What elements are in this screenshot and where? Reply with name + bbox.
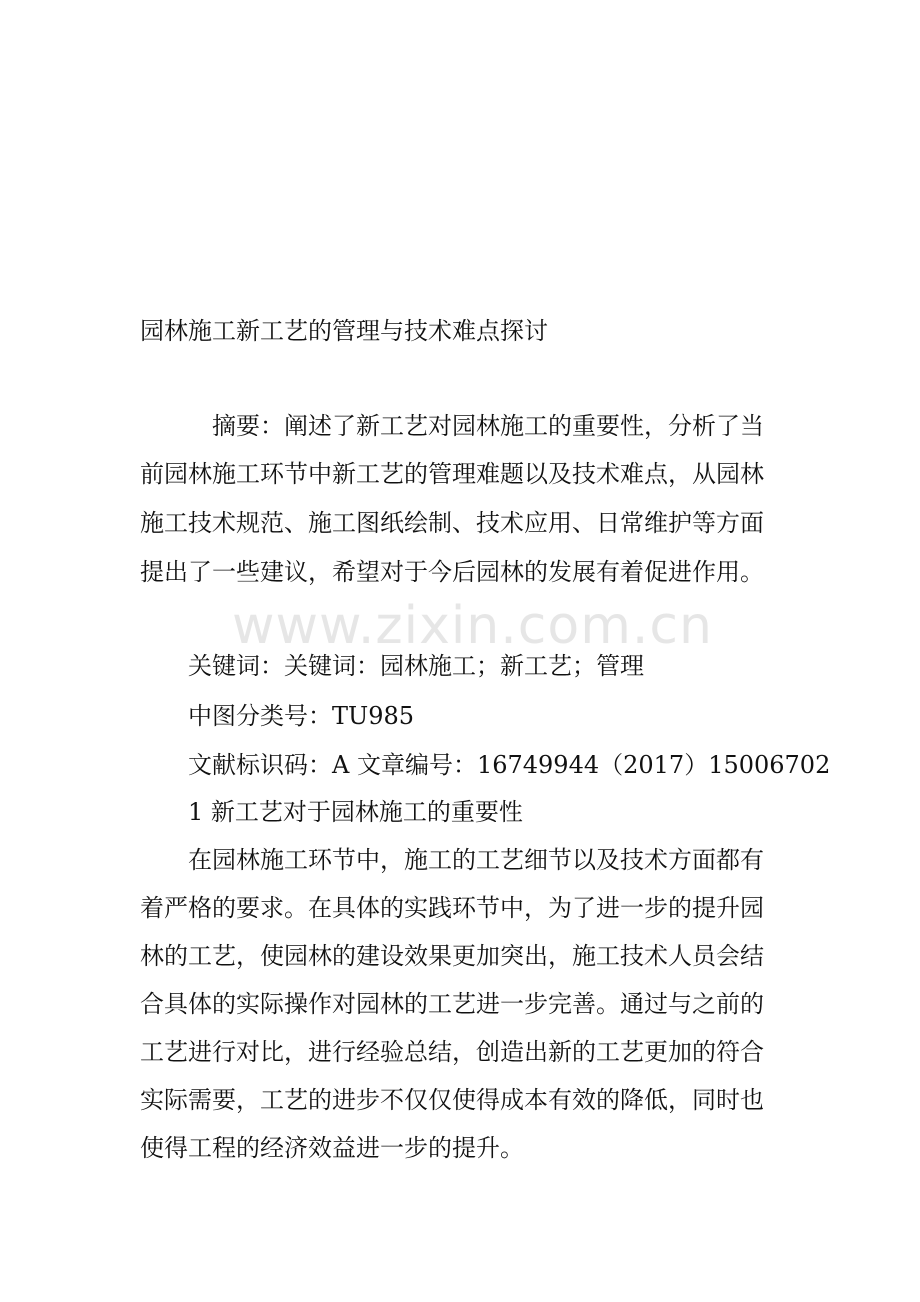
body-line: 工艺进行对比，进行经验总结，创造出新的工艺更加的符合 <box>140 1038 764 1066</box>
document-code-line: 文献标识码：A 文章编号：16749944（2017）15006702 <box>188 751 831 779</box>
abstract-line: 摘要：阐述了新工艺对园林施工的重要性，分析了当 <box>212 412 764 440</box>
body-line: 使得工程的经济效益进一步的提升。 <box>140 1134 524 1162</box>
abstract-line: 施工技术规范、施工图纸绘制、技术应用、日常维护等方面 <box>140 509 764 537</box>
keywords-line: 关键词：关键词：园林施工；新工艺；管理 <box>188 652 644 680</box>
body-line: 合具体的实际操作对园林的工艺进一步完善。通过与之前的 <box>140 990 764 1018</box>
document-title: 园林施工新工艺的管理与技术难点探讨 <box>140 317 548 345</box>
body-line: 林的工艺，使园林的建设效果更加突出，施工技术人员会结 <box>140 942 764 970</box>
watermark: www.zixin.com.cn <box>232 596 713 656</box>
abstract-line: 前园林施工环节中新工艺的管理难题以及技术难点，从园林 <box>140 460 764 488</box>
section-heading: 1 新工艺对于园林施工的重要性 <box>188 798 523 826</box>
body-line: 实际需要，工艺的进步不仅仅使得成本有效的降低，同时也 <box>140 1086 764 1114</box>
classification-line: 中图分类号：TU985 <box>188 702 415 730</box>
abstract-line: 提出了一些建议，希望对于今后园林的发展有着促进作用。 <box>140 558 764 586</box>
body-line: 着严格的要求。在具体的实践环节中，为了进一步的提升园 <box>140 894 764 922</box>
body-line: 在园林施工环节中，施工的工艺细节以及技术方面都有 <box>188 846 764 874</box>
